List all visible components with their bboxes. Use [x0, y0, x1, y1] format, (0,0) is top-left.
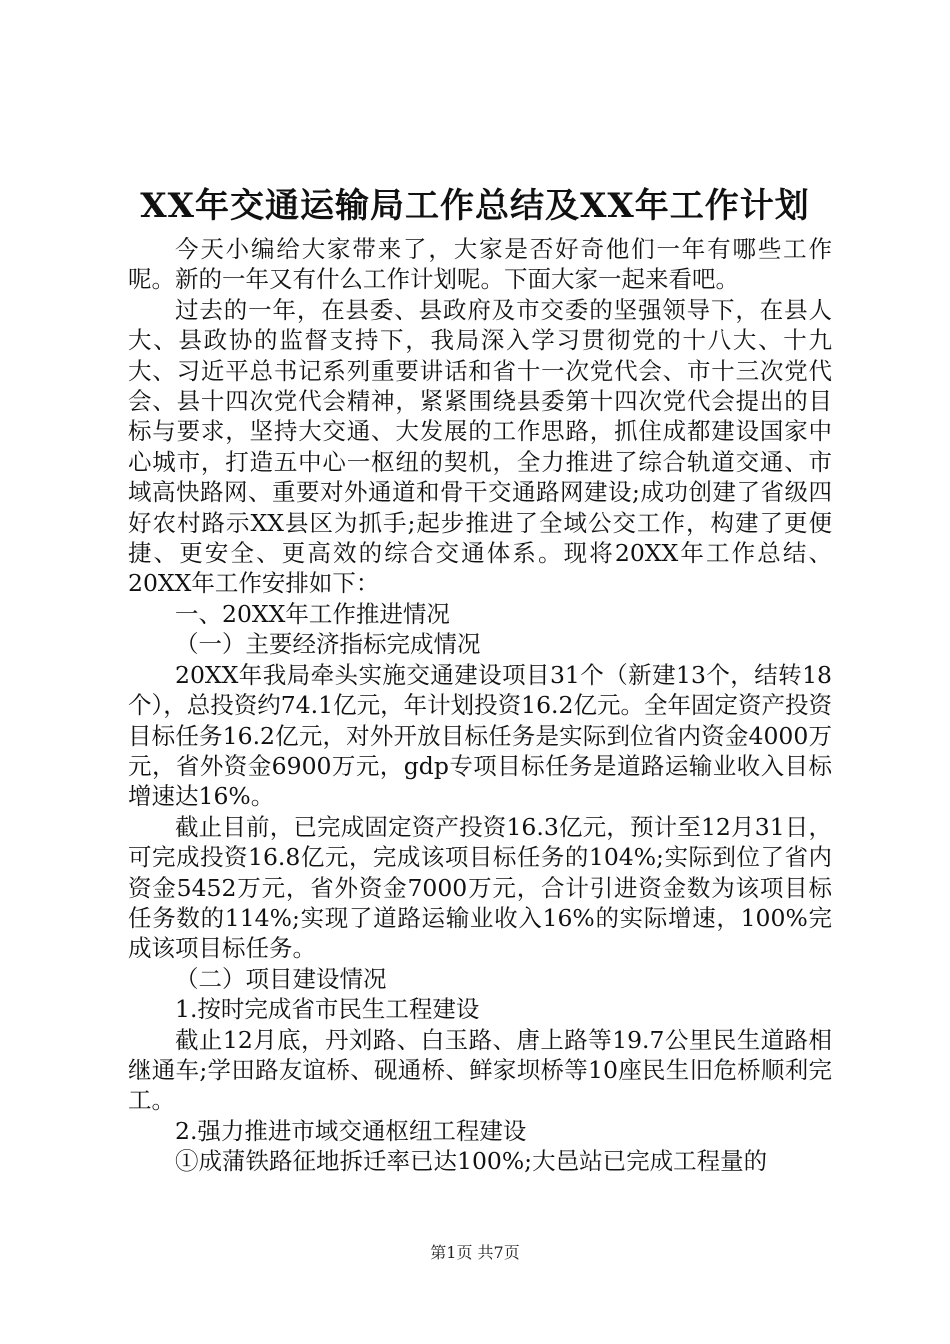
livelihood-paragraph: 截止12月底，丹刘路、白玉路、唐上路等19.7公里民生道路相继通车;学田路友谊桥、砚通桥、鲜家坝桥等10座民生旧危桥顺利完工。 [128, 1025, 832, 1115]
item-heading-1: 1.按时完成省市民生工程建设 [175, 995, 480, 1024]
summary-paragraph: 过去的一年，在县委、县政府及市交委的坚强领导下，在县人大、县政协的监督支持下，我局深入学习贯彻党的十八大、十九大、习近平总书记系列重要讲话和省十一次党代会、市十三次党代会、县十四次党代会精神，紧紧围绕县委第十四次党代会提出的目标与要求，坚持大交通、大发展的工作思路，抓住成都建设国家中心城市，打造五中心一枢纽的契机，全力推进了综合轨道交通、市域高快路网、重要对外通道和骨干交通路网建设;成功创建了省级四好农村路示XX县区为抓手;起步推进了全域公交工作，构建了更便捷、更安全、更高效的综合交通体系。现将20XX年工作总结、20XX年工作安排如下： [128, 295, 832, 598]
railway-paragraph: ①成蒲铁路征地拆迁率已达100%;大邑站已完成工程量的 [175, 1147, 768, 1176]
indicator-paragraph: 20XX年我局牵头实施交通建设项目31个（新建13个，结转18个），总投资约74.1亿元，年计划投资16.2亿元。全年固定资产投资目标任务16.2亿元，对外开放目标任务是实际到位省内资金4000万元，省外资金6900万元，gdp专项目标任务是道路运输业收入目标增速达16%。 [128, 660, 832, 811]
document-body [128, 234, 832, 1177]
document-title: XX年交通运输局工作总结及XX年工作计划 [140, 186, 810, 226]
section-heading-1: 一、20XX年工作推进情况 [175, 599, 450, 628]
item-heading-2: 2.强力推进市域交通枢纽工程建设 [175, 1116, 527, 1145]
subsection-heading-1: （一）主要经济指标完成情况 [175, 630, 481, 659]
subsection-heading-2: （二）项目建设情况 [175, 964, 387, 993]
progress-paragraph: 截止目前，已完成固定资产投资16.3亿元，预计至12月31日，可完成投资16.8亿元，完成该项目标任务的104%;实际到位了省内资金5452万元，省外资金7000万元，合计引进资金数为该项目标任务数的114%;实现了道路运输业收入16%的实际增速，100%完成该项目标任务。 [128, 812, 832, 963]
page-number: 第1页 共7页 [430, 1243, 520, 1262]
intro-paragraph: 今天小编给大家带来了，大家是否好奇他们一年有哪些工作呢。新的一年又有什么工作计划呢。下面大家一起来看吧。 [128, 235, 832, 294]
